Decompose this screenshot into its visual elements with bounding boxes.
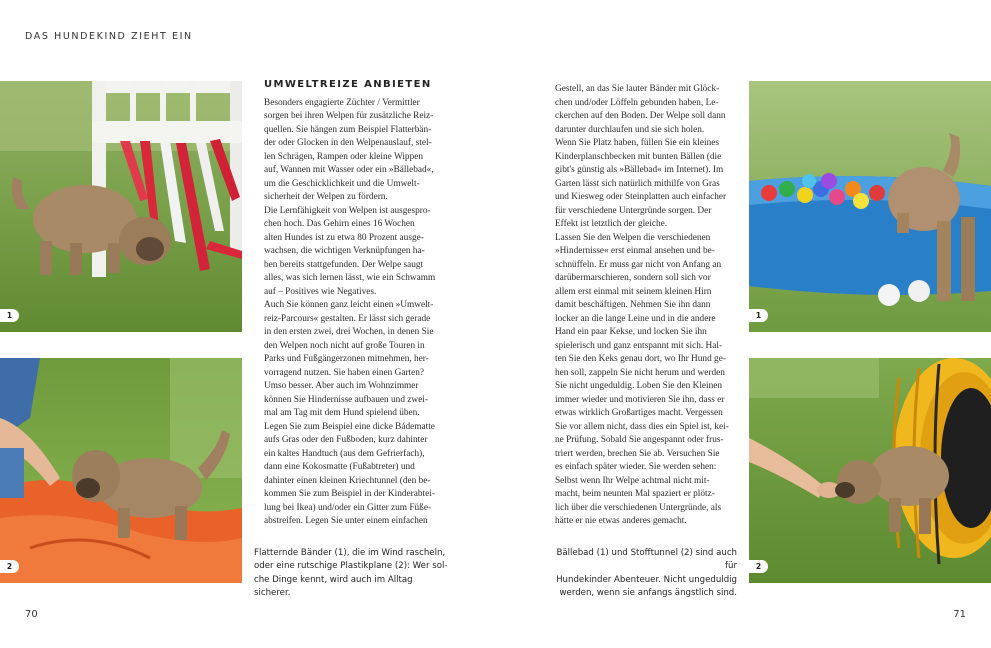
body-text-line: Hand ein paar Kekse, und locken Sie ihn (555, 327, 707, 337)
body-text-line: gibt's günstig als »Bällebad« im Internet). Im (555, 165, 724, 175)
photo-badge: 2 (749, 560, 768, 573)
body-text-line: Auch Sie können ganz leicht einen »Umwelt- (264, 300, 434, 310)
body-text-line: ckerchen auf den Boden. Der Welpe soll dann (555, 111, 726, 121)
body-text-line: chen und/oder Löffeln gebunden haben, Le- (555, 97, 719, 108)
body-text-line: mal am Tag mit dem Hund spielend üben. (264, 408, 420, 418)
photo-puppy-plastic-tarp (0, 358, 242, 583)
body-text-line: triert werden, brechen Sie ab. Versuchen Sie (555, 448, 720, 459)
body-text-line: es einfach später wieder. Sie werden sehen: (555, 462, 717, 472)
body-text-line: spielerisch und ganz entspannt mit sich. Hal- (555, 340, 723, 351)
body-text-line: etwas wirklich Großartiges macht. Vergessen (555, 408, 723, 418)
body-text-line: wachsen, die wichtigen Verknüpfungen ha- (264, 246, 425, 256)
body-text-line: Lassen Sie den Welpen die verschiedenen (555, 232, 711, 243)
body-column-left (264, 78, 460, 529)
body-text-line: um die Geschicklichkeit und die Umwelt- (264, 178, 420, 189)
body-text-line: der oder Glocken in den Welpenauslauf, stel- (264, 138, 432, 148)
photo-badge: 2 (0, 560, 19, 573)
body-text-line: Garten lässt sich natürlich mithilfe von Gras (555, 178, 720, 189)
body-text-line: lich über die verschiedenen Untergründe, als (555, 502, 722, 513)
body-text-line: locker an die lange Leine und in die andere (555, 313, 716, 324)
body-text-line: Sie nicht ungeduldig. Loben Sie den Kleinen (555, 381, 723, 391)
body-text-line: Die Lernfähigkeit von Welpen ist ausgespro- (264, 205, 431, 216)
body-text-line: ne Prüfung. Sobald Sie angespannt oder frus- (555, 435, 724, 445)
body-text-line: in den ersten zwei, drei Wochen, in denen Sie (264, 327, 434, 337)
body-text-line: ein kaltes Handtuch (aus dem Gefrierfach), (264, 448, 425, 459)
caption-left (254, 547, 450, 601)
body-text-line: sorgen bei ihren Welpen für zusätzliche Reiz- (264, 111, 434, 121)
photo-puppy-ball-pit (749, 81, 991, 332)
photo-badge: 1 (749, 309, 768, 322)
page-number-right: 71 (953, 609, 966, 620)
caption-right (545, 547, 737, 601)
caption-line: che Dinge kennt, wird auch im Alltag sicherer. (254, 574, 413, 599)
running-head: DAS HUNDEKIND ZIEHT EIN (25, 31, 193, 42)
body-text-line: und Kiesweg oder Steinplatten auch einfacher (555, 192, 727, 202)
photo-puppy-fabric-tunnel (749, 358, 991, 583)
body-text-line: Gestell, an das Sie lauter Bänder mit Glöck- (555, 84, 720, 94)
body-text-line: dann eine Kokosmatte (Fußabtreter) und (264, 462, 415, 472)
body-text-line: Parks und Fußgängerzonen mitnehmen, her- (264, 354, 429, 364)
body-text-line: chen hoch. Das Gehirn eines 16 Wochen (264, 219, 415, 229)
body-text-line: schnüffeln. Er muss gar nicht von Anfang an (555, 259, 722, 270)
body-text-line: darübermarschieren, sondern soll sich vor (555, 273, 711, 283)
caption-line: Hundekinder Abenteuer. Nicht ungeduldig (556, 574, 737, 585)
body-text-line: allem erst einmal mit seinem kleinen Hirn (555, 286, 712, 297)
body-text-line: len Schrägen, Rampen oder kleine Wippen (264, 151, 424, 162)
body-text-line: »Hindernisse« erst einmal ansehen und be- (555, 246, 715, 256)
body-text-line: alten Hundes ist zu etwa 80 Prozent ausge- (264, 232, 424, 243)
body-text-line: können Sie Hindernisse aufbauen und zwei- (264, 394, 428, 405)
body-text-line: damit beschäftigen. Nehmen Sie ihn dann (555, 300, 711, 310)
page-number-left: 70 (25, 609, 38, 620)
body-text-line: reiz-Parcours« gestalten. Er lässt sich gerade (264, 313, 431, 324)
body-text-line: Kinderplanschbecken mit bunten Bällen (die (555, 151, 722, 162)
photo-puppy-chair-ribbons (0, 81, 242, 332)
body-text-line: ten Sie den Keks genau dort, wo Ihr Hund ge- (555, 354, 726, 364)
caption-line: Bällebad (1) und Stofftunnel (2) sind auch für (556, 548, 737, 572)
body-text-line: Sie vor allem nicht, dass dies ein Spiel ist, kei- (555, 421, 729, 432)
photo-badge: 1 (0, 309, 19, 322)
body-text-line: hen soll, zappeln Sie nicht herum und werden (555, 367, 725, 378)
body-text-line: quellen. Sie hängen zum Beispiel Flatterbän- (264, 124, 432, 135)
body-text-line: abstreifen. Legen Sie unter einem einfachen (264, 516, 428, 526)
body-text-line: auf – Positives wie Negatives. (264, 286, 377, 297)
body-text-line: darunter durchlaufen und sie sich holen. (555, 124, 705, 135)
body-text-line: hätte er nie etwas anderes gemacht. (555, 516, 687, 526)
body-text-line: Selbst wenn Ihr Welpe achtmal nicht mit- (555, 475, 710, 486)
body-text-line: vorragend nutzen. Sie haben einen Garten? (264, 367, 425, 378)
body-text-line: sicherheit der Welpen zu fördern. (264, 192, 388, 202)
body-text-line: dahinter einen kleinen Kriechtunnel (den be- (264, 475, 431, 486)
caption-line: werden, wenn sie anfangs ängstlich sind. (559, 588, 737, 599)
body-text-line: immer wieder und motivieren Sie ihn, dass er (555, 394, 725, 405)
body-text-line: Effekt ist letztlich der gleiche. (555, 219, 668, 229)
section-heading: UMWELTREIZE ANBIETEN (264, 79, 432, 90)
body-text-line: Besonders engagierte Züchter / Vermittler (264, 97, 420, 108)
body-text-line: macht, beim neunten Mal spaziert er plötz- (555, 489, 715, 499)
caption-line: Flatternde Bänder (1), die im Wind rascheln, (254, 548, 446, 558)
body-text-line: kommen Sie zum Beispiel in der Kinderabtei- (264, 489, 435, 499)
body-text-line: auf, Wannen mit Wasser oder ein »Bällebad«, (264, 165, 434, 175)
body-text-line: Legen Sie zum Beispiel eine dicke Bádematte (264, 421, 435, 432)
body-text-line: den Welpen noch nicht auf große Touren in (264, 340, 425, 351)
body-text-line: Umso besser. Aber auch im Wohnzimmer (264, 381, 419, 391)
body-text-line: für verschiedene Untergründe sorgen. Der (555, 205, 712, 216)
body-text-line: alles, was sich lernen lässt, wie ein Schwamm (264, 273, 436, 283)
body-text-line: Wenn Sie Platz haben, füllen Sie ein kleines (555, 138, 719, 148)
caption-line: oder eine rutschige Plastikplane (2): Wer sol- (254, 561, 448, 572)
body-text-line: ben bereits stattgefunden. Der Welpe saugt (264, 259, 424, 270)
body-column-right (555, 83, 745, 529)
body-text-line: aufs Gras oder den Fußboden, kurz dahinter (264, 435, 428, 445)
body-text-line: lung bei Ikea) und/oder ein Gitter zum Füße- (264, 502, 432, 513)
